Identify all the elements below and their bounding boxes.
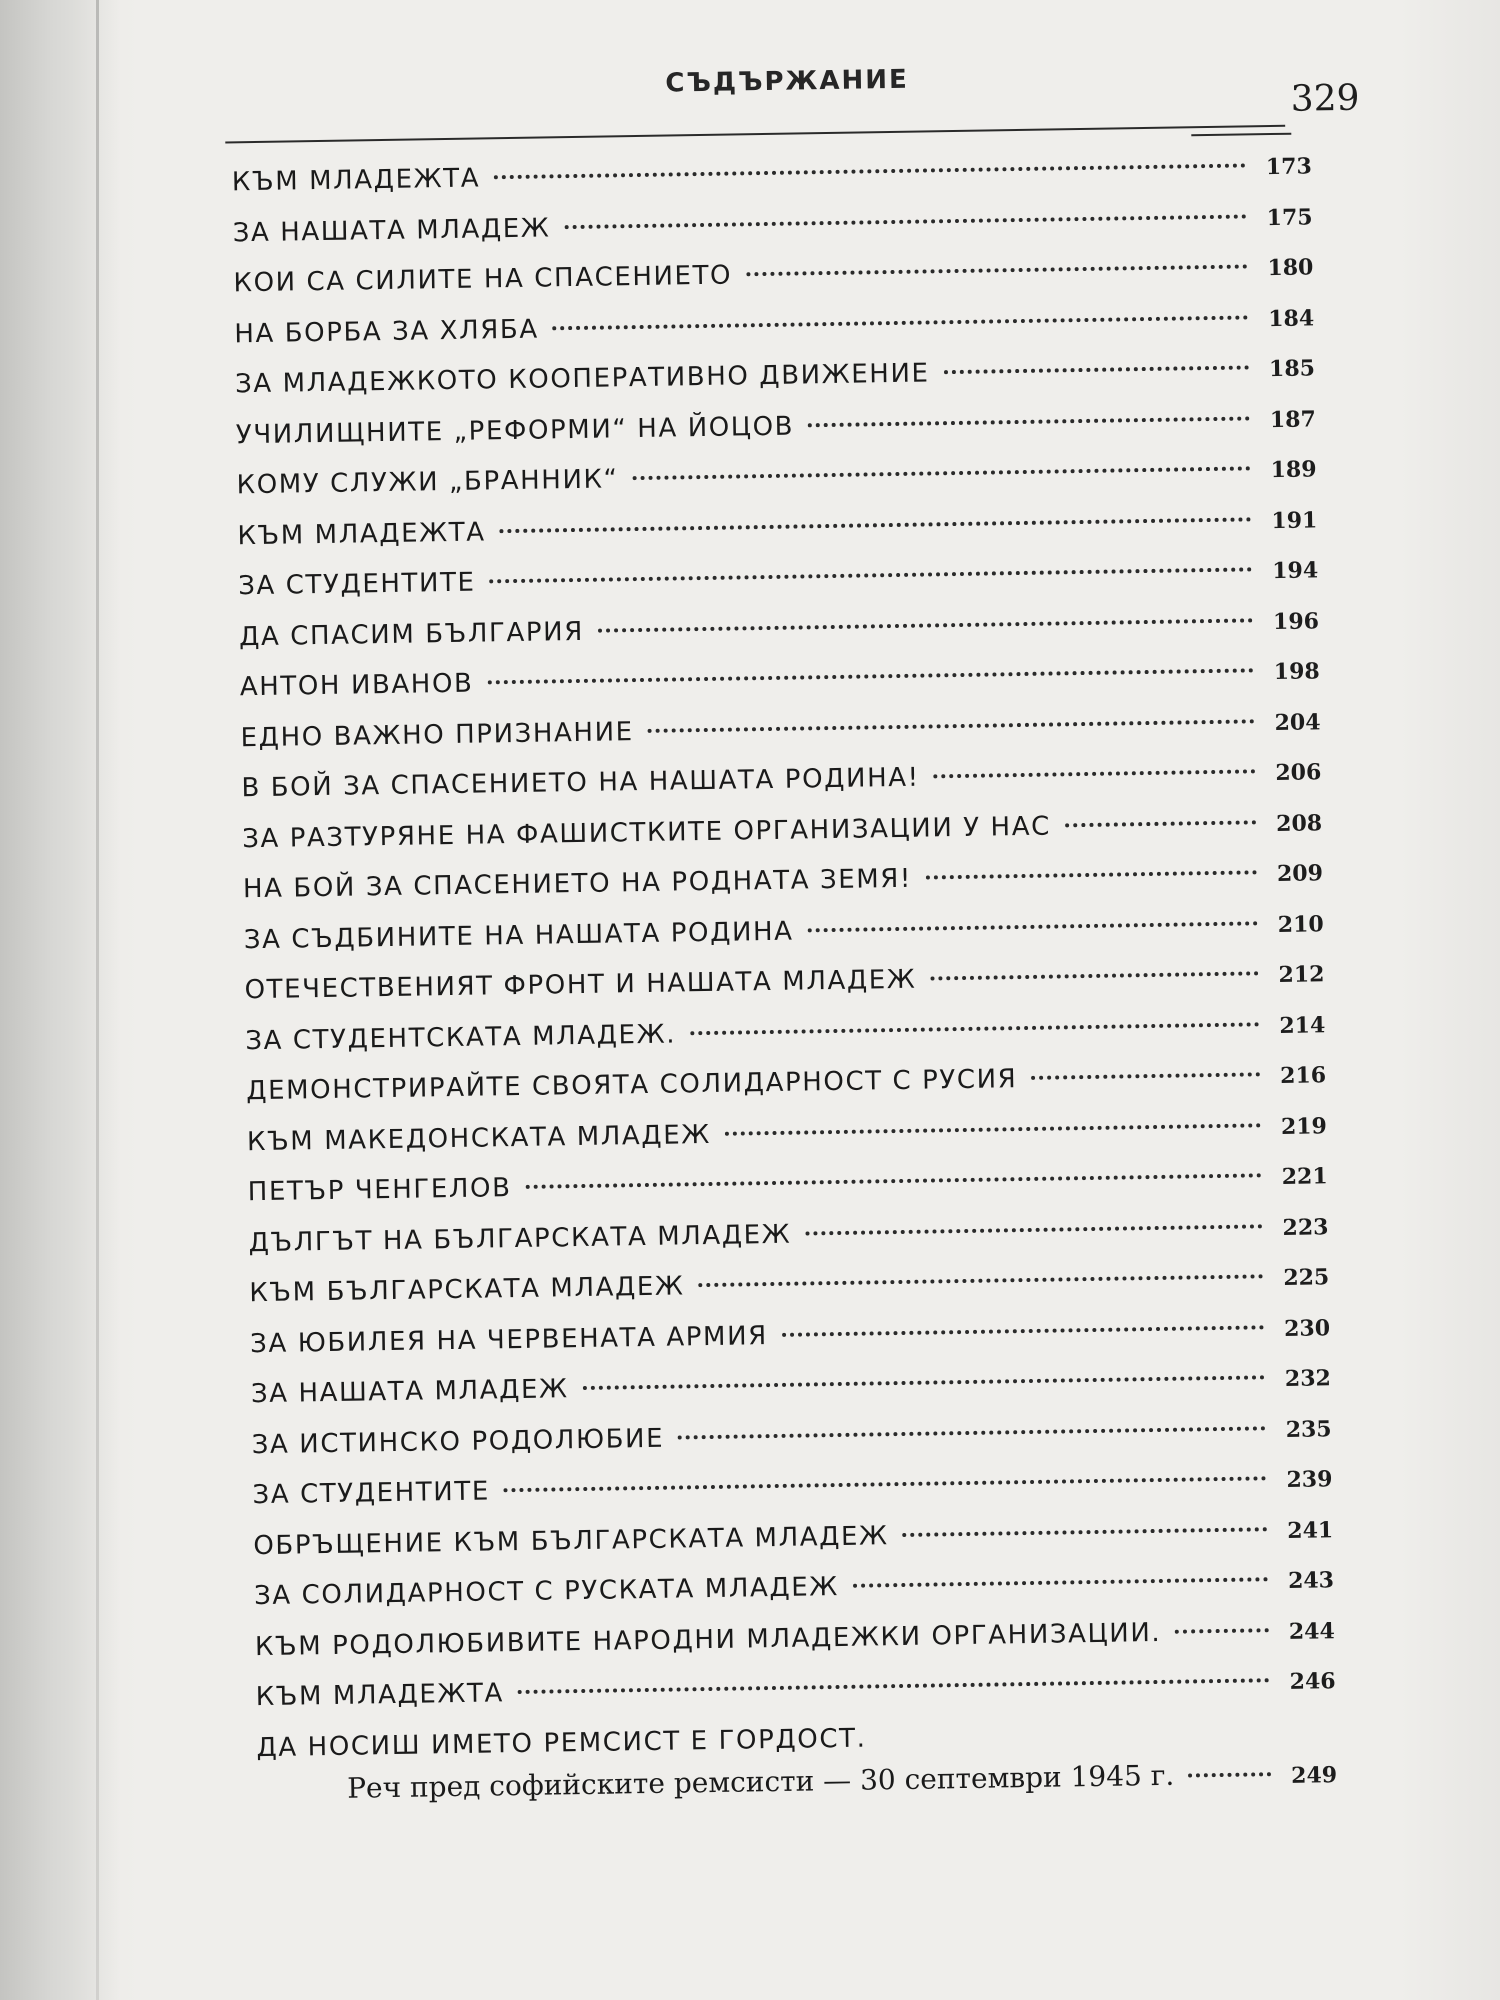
dot-leader [526, 1173, 1262, 1189]
toc-entry-page: 221 [1281, 1163, 1328, 1190]
toc-entry-title: ОТЕЧЕСТВЕНИЯТ ФРОНТ И НАШАТА МЛАДЕЖ [244, 964, 917, 1006]
dot-leader [690, 1022, 1259, 1035]
dot-leader [494, 163, 1246, 179]
page [190, 42, 1380, 1960]
toc-entry-page: 180 [1267, 254, 1314, 282]
toc-entry-title: ЗА РАЗТУРЯНЕ НА ФАШИСТКИТЕ ОРГАНИЗАЦИИ У НАС [242, 811, 1052, 854]
toc-entry-page: 173 [1265, 153, 1313, 181]
toc-entry-title: КЪМ РОДОЛЮБИВИТЕ НАРОДНИ МЛАДЕЖКИ ОРГАНИЗАЦИИ. [254, 1617, 1162, 1662]
dot-leader [808, 921, 1258, 932]
dot-leader [553, 315, 1249, 330]
dot-leader [678, 1426, 1266, 1439]
toc-entry-page: 225 [1283, 1264, 1330, 1291]
dot-leader [648, 719, 1255, 733]
toc-entry-title: НА БОРБА ЗА ХЛЯБА [234, 314, 539, 349]
dot-leader [903, 1527, 1268, 1537]
toc-entry-page: 235 [1285, 1415, 1332, 1443]
toc-entry-title: ЗА СТУДЕНТСКАТА МЛАДЕЖ. [245, 1018, 677, 1056]
toc-entry-page: 191 [1271, 506, 1318, 534]
toc-entry-title: ЗА НАШАТА МЛАДЕЖ [232, 212, 551, 248]
toc-entry-title: ПЕТЪР ЧЕНГЕЛОВ [247, 1173, 512, 1208]
dot-leader [698, 1274, 1263, 1287]
toc-entry-page: 209 [1276, 860, 1324, 888]
toc-entry-title: ЕДНО ВАЖНО ПРИЗНАНИЕ [240, 716, 634, 753]
toc-entry-title: ЗА СОЛИДАРНОСТ С РУСКАТА МЛАДЕЖ [253, 1571, 840, 1612]
dot-leader [943, 365, 1249, 374]
dot-leader [930, 971, 1258, 980]
dot-leader [500, 517, 1252, 533]
dot-leader [1031, 1072, 1260, 1080]
dot-leader [1175, 1628, 1269, 1633]
dot-leader [487, 668, 1253, 684]
toc-entry-title: АНТОН ИВАНОВ [239, 668, 474, 703]
dot-leader [490, 567, 1253, 583]
toc-entry-page: 198 [1273, 658, 1320, 686]
dot-leader [746, 264, 1247, 276]
toc-entry-title: ЗА ЮБИЛЕЯ НА ЧЕРВЕНАТА АРМИЯ [249, 1320, 769, 1359]
toc-entry-page: 241 [1287, 1516, 1334, 1544]
dot-leader [598, 618, 1253, 632]
toc-entry-page: 243 [1287, 1567, 1335, 1594]
dot-leader [504, 1476, 1267, 1492]
toc-entry-page: 194 [1272, 557, 1319, 585]
dot-leader [853, 1577, 1268, 1588]
dot-leader [805, 1224, 1262, 1235]
toc-entry-page: 196 [1272, 607, 1320, 635]
toc-entry-page: 249 [1290, 1761, 1338, 1789]
dot-leader [926, 870, 1257, 879]
toc-entry-page: 244 [1288, 1617, 1336, 1645]
table-of-contents [232, 150, 1338, 1812]
toc-entry-title: ЗА СТУДЕНТИТЕ [252, 1476, 491, 1511]
toc-entry-title: КЪМ МЛАДЕЖТА [255, 1678, 505, 1713]
toc-entry-page: 204 [1274, 708, 1321, 736]
toc-entry-page: 239 [1286, 1466, 1333, 1493]
page-number: 329 [1290, 77, 1360, 120]
header-rule [225, 125, 1285, 144]
dot-leader [583, 1375, 1265, 1390]
toc-entry-title: ДА НОСИШ ИМЕТО РЕМСИСТ Е ГОРДОСТ. [256, 1723, 867, 1763]
toc-entry-page: 189 [1270, 456, 1317, 484]
toc-entry-page: 232 [1284, 1365, 1332, 1392]
dot-leader [564, 214, 1246, 229]
toc-entry-page: 219 [1280, 1112, 1328, 1140]
toc-entry-title: ЗА СТУДЕНТИТЕ [238, 567, 476, 602]
toc-entry-title: КЪМ МЛАДЕЖТА [231, 163, 481, 198]
toc-entry-page: 185 [1268, 355, 1316, 383]
toc-entry-title: НА БОЙ ЗА СПАСЕНИЕТО НА РОДНАТА ЗЕМЯ! [242, 863, 913, 905]
running-title: СЪДЪРЖАНИЕ [665, 64, 910, 99]
dot-leader [518, 1678, 1270, 1694]
toc-entry-title: УЧИЛИЩНИТЕ „РЕФОРМИ“ НА ЙОЦОВ [235, 411, 795, 450]
toc-entry-title: ДЪЛГЪТ НА БЪЛГАРСКАТА МЛАДЕЖ [248, 1219, 792, 1258]
toc-entry-title: ОБРЪЩЕНИЕ КЪМ БЪЛГАРСКАТА МЛАДЕЖ [253, 1520, 889, 1561]
toc-entry-page: 216 [1279, 1062, 1327, 1090]
dot-leader [725, 1123, 1261, 1135]
toc-entry-title: ЗА НАШАТА МЛАДЕЖ [250, 1374, 569, 1410]
toc-entry-title: КОИ СА СИЛИТЕ НА СПАСЕНИЕТО [233, 260, 733, 299]
book-gutter [0, 0, 120, 2000]
toc-entry-title: КОМУ СЛУЖИ „БРАННИК“ [236, 464, 619, 501]
toc-entry-page: 187 [1269, 405, 1316, 433]
toc-entry-title: ДА СПАСИМ БЪЛГАРИЯ [238, 616, 585, 652]
dot-leader [934, 769, 1256, 778]
toc-entry-page: 214 [1279, 1011, 1326, 1039]
dot-leader [1188, 1772, 1271, 1777]
left-page-edge [96, 0, 99, 2000]
dot-leader [1065, 820, 1256, 827]
toc-entry-title: ДЕМОНСТРИРАЙТЕ СВОЯТА СОЛИДАРНОСТ С РУСИЯ [245, 1064, 1018, 1107]
toc-entry-title: ЗА МЛАДЕЖКОТО КООПЕРАТИВНО ДВИЖЕНИЕ [234, 358, 930, 400]
dot-leader [808, 416, 1250, 427]
toc-entry-page: 210 [1277, 910, 1324, 938]
toc-entry-page: 230 [1283, 1314, 1331, 1342]
toc-entry-title: КЪМ БЪЛГАРСКАТА МЛАДЕЖ [249, 1271, 685, 1309]
dot-leader [782, 1325, 1264, 1337]
toc-entry-title: В БОЙ ЗА СПАСЕНИЕТО НА НАШАТА РОДИНА! [241, 762, 920, 804]
toc-entry-page: 212 [1278, 961, 1325, 989]
toc-entry-page: 246 [1289, 1668, 1336, 1695]
dot-leader [633, 466, 1251, 480]
toc-entry-page: 184 [1268, 304, 1315, 332]
toc-entry-title: ЗА ИСТИНСКО РОДОЛЮБИЕ [251, 1423, 665, 1460]
toc-entry-title: КЪМ МЛАДЕЖТА [237, 516, 486, 551]
toc-entry-subtitle: Реч пред софийските ремсисти — 30 септември 1945 г. [346, 1758, 1175, 1805]
toc-entry-title: ЗА СЪДБИНИТЕ НА НАШАТА РОДИНА [243, 916, 794, 955]
toc-entry-page: 206 [1275, 759, 1322, 787]
toc-entry-title: КЪМ МАКЕДОНСКАТА МЛАДЕЖ [246, 1119, 712, 1157]
toc-entry-page: 208 [1275, 809, 1323, 837]
toc-entry-page: 223 [1282, 1213, 1329, 1241]
toc-entry-page: 175 [1266, 203, 1313, 231]
page-number-rule [1191, 133, 1291, 137]
